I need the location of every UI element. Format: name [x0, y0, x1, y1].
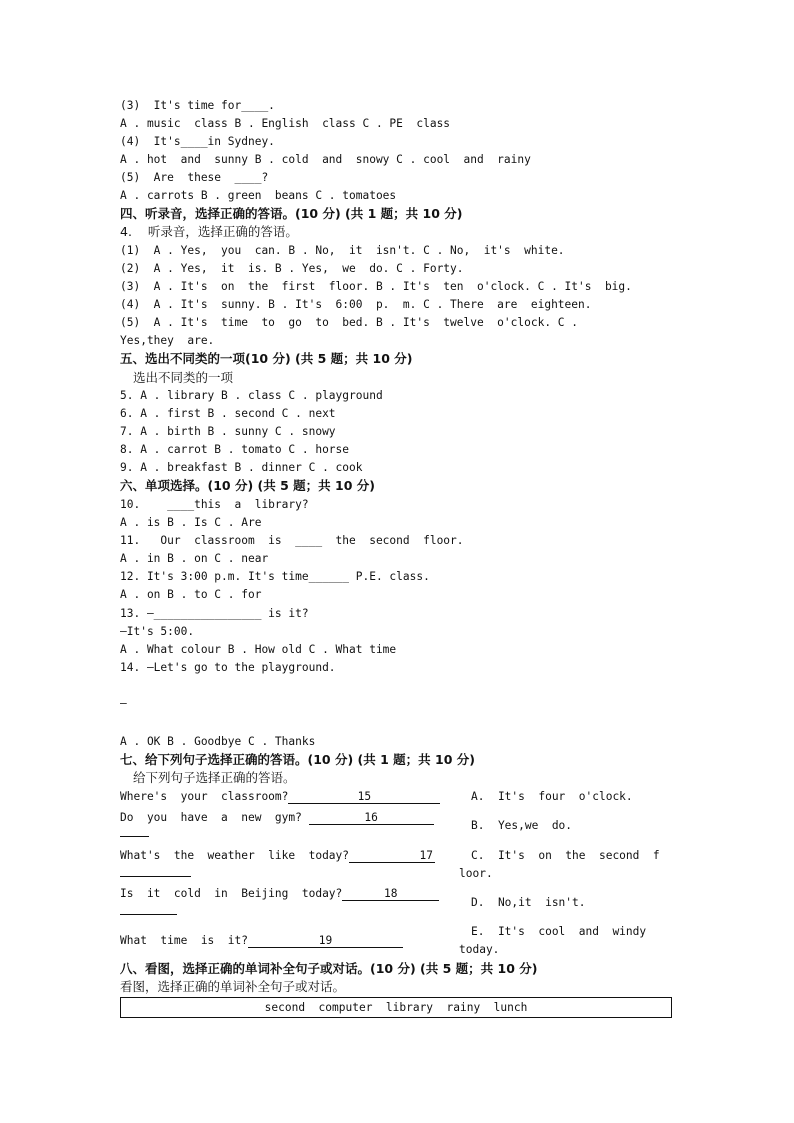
- section-5-instruction: 选出不同类的一项: [133, 370, 234, 385]
- answer-blank-continued: [120, 904, 177, 920]
- odd-one-out-item: 8. A . carrot B . tomato C . horse: [120, 443, 350, 456]
- word-bank-box: second computer library rainy lunch: [120, 997, 672, 1018]
- question-3-options: A . music class B . English class C . PE class: [120, 117, 451, 130]
- section-8-heading: 八、看图，选择正确的单词补全句子或对话。(10 分) (共 5 题；共 10 分): [120, 961, 538, 976]
- match-option: D. No,it isn't.: [471, 896, 586, 909]
- question-14-options: A . OK B . Goodbye C . Thanks: [120, 735, 316, 748]
- odd-one-out-item: 9. A . breakfast B . dinner C . cook: [120, 461, 363, 474]
- answer-blank: 16: [309, 811, 434, 825]
- listening-item: (3) A . It's on the first floor. B . It's ten o'clock. C . It's big.: [120, 280, 632, 293]
- match-option: E. It's cool and windy: [471, 925, 647, 938]
- section-7-instruction: 给下列句子选择正确的答语。: [133, 770, 296, 785]
- section-5-heading: 五、选出不同类的一项(10 分) (共 5 题；共 10 分): [120, 351, 413, 366]
- section-6-heading: 六、单项选择。(10 分) (共 5 题；共 10 分): [120, 478, 375, 493]
- answer-blank: 17: [349, 849, 435, 863]
- match-option-continued: today.: [459, 943, 500, 956]
- question-13-options: A . What colour B . How old C . What time: [120, 643, 397, 656]
- listening-item: (5) A . It's time to go to bed. B . It's twelve o'clock. C .: [120, 316, 579, 329]
- question-12: 12. It's 3:00 p.m. It's time______ P.E. class.: [120, 570, 430, 583]
- question-12-options: A . on B . to C . for: [120, 588, 262, 601]
- listening-item-continued: Yes,they are.: [120, 334, 215, 347]
- match-question: Do you have a new gym? 16: [120, 810, 434, 826]
- listening-item: (4) A . It's sunny. B . It's 6:00 p. m. C . There are eighteen.: [120, 298, 592, 311]
- answer-blank: 15: [288, 790, 440, 804]
- answer-blank-continued: [120, 826, 149, 842]
- listening-item: (2) A . Yes, it is. B . Yes, we do. C . Forty.: [120, 262, 464, 275]
- match-question: Is it cold in Beijing today? 18: [120, 886, 439, 902]
- question-11: 11. Our classroom is ____ the second floor.: [120, 534, 464, 547]
- section-7-heading: 七、给下列句子选择正确的答语。(10 分) (共 1 题；共 10 分): [120, 752, 475, 767]
- answer-blank: 19: [248, 934, 403, 948]
- question-14-reply: —: [120, 697, 127, 710]
- question-10-options: A . is B . Is C . Are: [120, 516, 262, 529]
- question-14: 14. —Let's go to the playground.: [120, 661, 336, 674]
- section-4-heading: 四、听录音，选择正确的答语。(10 分) (共 1 题；共 10 分): [120, 206, 463, 221]
- match-question: Where's your classroom? 15: [120, 789, 440, 805]
- section-4-stem: 4. 听录音，选择正确的答语。: [120, 224, 298, 239]
- match-option: C. It's on the second f: [471, 849, 660, 862]
- match-option-continued: loor.: [459, 867, 493, 880]
- match-option: A. It's four o'clock.: [471, 790, 633, 803]
- match-option: B. Yes,we do.: [471, 819, 573, 832]
- match-question: What time is it? 19: [120, 933, 403, 949]
- match-question: What's the weather like today? 17: [120, 849, 434, 862]
- answer-blank: 18: [342, 887, 439, 901]
- question-11-options: A . in B . on C . near: [120, 552, 269, 565]
- question-4-options: A . hot and sunny B . cold and snowy C . cool and rainy: [120, 153, 531, 166]
- question-10: 10. ____this a library?: [120, 498, 309, 511]
- question-4: (4) It's____in Sydney.: [120, 135, 275, 148]
- answer-blank-continued: [120, 866, 191, 882]
- odd-one-out-item: 6. A . first B . second C . next: [120, 407, 336, 420]
- odd-one-out-item: 5. A . library B . class C . playground: [120, 389, 383, 402]
- odd-one-out-item: 7. A . birth B . sunny C . snowy: [120, 425, 336, 438]
- listening-item: (1) A . Yes, you can. B . No, it isn't. C . No, it's white.: [120, 244, 565, 257]
- question-5-options: A . carrots B . green beans C . tomatoes: [120, 189, 397, 202]
- question-3: (3) It's time for____.: [120, 99, 275, 112]
- question-13-reply: —It's 5:00.: [120, 625, 195, 638]
- section-8-instruction: 看图，选择正确的单词补全句子或对话。: [120, 979, 346, 994]
- question-13: 13. —________________ is it?: [120, 607, 309, 620]
- question-5: (5) Are these ____?: [120, 171, 269, 184]
